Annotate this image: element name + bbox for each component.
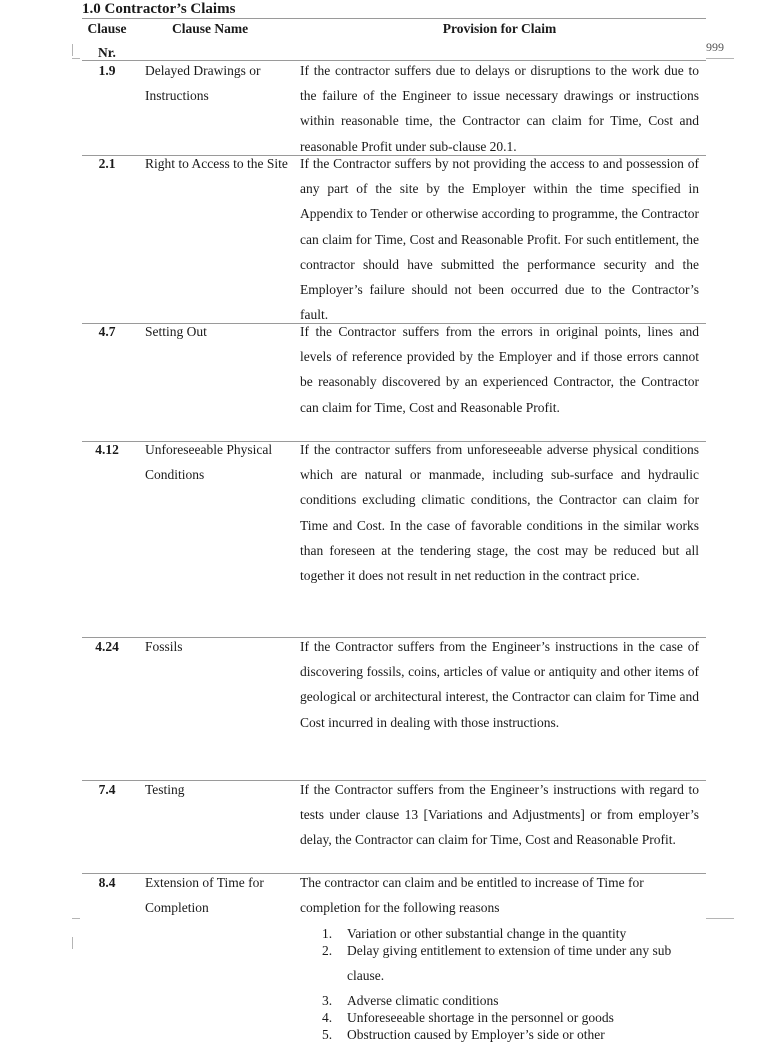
list-item	[322, 925, 702, 942]
background-rule-left-mark-2	[72, 937, 73, 949]
clause-number: 4.7	[98, 324, 116, 339]
list-number: 3.	[322, 993, 333, 1008]
list-number: 4.	[322, 1010, 333, 1025]
list-item	[322, 1026, 702, 1043]
background-rule-top-right	[706, 58, 734, 59]
clause-provision: The contractor can claim and be entitled to increase of Time for completion for the following reasons	[300, 875, 644, 916]
header-provision: Provision for Claim	[442, 21, 557, 36]
header-clause-name: Clause Name	[172, 21, 249, 36]
clause-number: 1.9	[98, 63, 116, 78]
list-item	[322, 942, 702, 992]
list-text: Obstruction caused by Employer’s side or other	[347, 1027, 605, 1042]
clause-name: Fossils	[145, 639, 183, 654]
clause-name: Setting Out	[145, 324, 207, 339]
extension-reasons-list	[322, 925, 702, 1043]
list-text: Unforeseeable shortage in the personnel or goods	[347, 1010, 614, 1025]
clause-name: Delayed Drawings or Instructions	[145, 63, 261, 104]
list-item	[322, 992, 702, 1009]
clause-name: Extension of Time for Completion	[145, 875, 264, 916]
clause-number: 4.24	[95, 639, 119, 654]
header-clause-no-line1: Clause	[87, 21, 127, 36]
page-title: 1.0 Contractor’s Claims	[82, 1, 236, 17]
list-text: Delay giving entitlement to extension of time under any sub clause.	[347, 943, 672, 983]
clause-provision: If the Contractor suffers from the errors in original points, lines and levels of reference provided by the Employer and if those errors cannot be reasonably discovered by an experienced Contractor, the Contractor can claim for Time, Cost and Reasonable Profit.	[300, 324, 699, 415]
list-text: Variation or other substantial change in the quantity	[347, 926, 627, 941]
clause-number: 7.4	[98, 782, 116, 797]
background-rule-bottom-right	[706, 918, 734, 919]
background-page-number: 999	[706, 40, 724, 54]
clause-provision: If the Contractor suffers from the Engineer’s instructions with regard to tests under clause 13 [Variations and Adjustments] or from employer’s delay, the Contractor can claim for Time, Cost and Reasonable Profit.	[300, 782, 699, 848]
clause-provision: If the contractor suffers due to delays or disruptions to the work due to the failure of the Engineer to issue necessary drawings or instructions within reasonable time, the Contractor can claim for Time, Cost and reasonable Profit under sub-clause 20.1.	[300, 63, 699, 154]
list-number: 5.	[322, 1027, 333, 1042]
header-clause-no-line2: Nr.	[98, 45, 116, 60]
clause-number: 8.4	[98, 875, 116, 890]
clause-number: 2.1	[98, 156, 116, 171]
list-item	[322, 1009, 702, 1026]
clause-provision: If the contractor suffers from unforeseeable adverse physical conditions which are natural or manmade, including sub-surface and hydraulic conditions excluding climatic conditions, the Contractor can claim for Time and Cost. In the case of favorable conditions in the similar works than foreseen at the tendering stage, the cost may be reduced but all together it does not result in net reduction in the contract price.	[300, 442, 699, 584]
clause-provision: If the Contractor suffers by not providing the access to and possession of any part of the site by the Employer within the time specified in Appendix to Tender or otherwise according to programme, the Contractor can claim for Time, Cost and Reasonable Profit. For such entitlement, the contractor should have submitted the performance security and the Employer’s failure should not been occurred due to the Contractor’s fault.	[300, 156, 699, 323]
clause-name: Unforeseeable Physical Conditions	[145, 442, 273, 483]
clause-name: Right to Access to the Site	[145, 156, 288, 171]
clause-provision: If the Contractor suffers from the Engineer’s instructions in the case of discovering fossils, coins, articles of value or antiquity and other items of geological or architectural interest, the Contractor can claim for Time and Cost incurred in dealing with those instructions.	[300, 639, 699, 730]
list-number: 2.	[322, 943, 333, 958]
list-number: 1.	[322, 926, 333, 941]
background-rule-top	[72, 58, 80, 59]
background-rule-left-mark-1	[72, 44, 73, 56]
clause-number: 4.12	[95, 442, 119, 457]
background-rule-bottom	[72, 918, 80, 919]
clause-name: Testing	[145, 782, 185, 797]
list-text: Adverse climatic conditions	[347, 993, 499, 1008]
